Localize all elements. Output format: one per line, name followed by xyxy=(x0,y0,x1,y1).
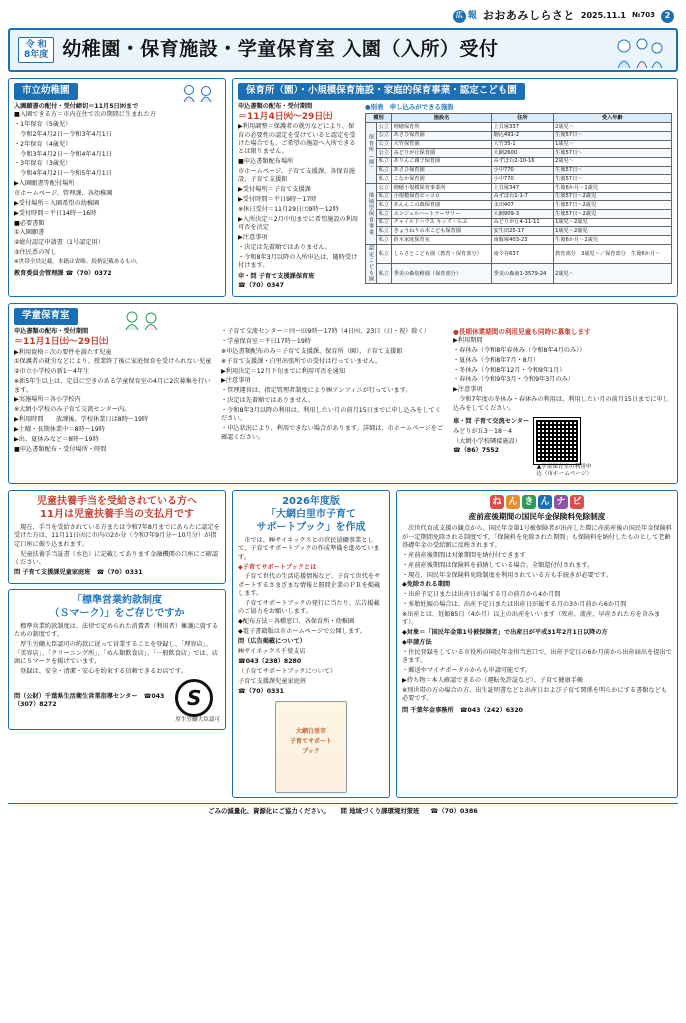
cell-type: 私立 xyxy=(376,264,392,284)
cell-type: 私立 xyxy=(376,244,392,264)
book-line2: 子育てサポート xyxy=(289,738,332,746)
footer-text: ごみの減量化、資源化にご協力ください。 xyxy=(208,807,330,816)
cell-age: 2歳児～ xyxy=(553,264,671,284)
cell-name: 増穂小規模保育事業所 xyxy=(392,183,492,192)
kg-note: 市ホームページ、管理課、各幼稚園 xyxy=(14,190,113,198)
cell-name: みどりが丘保育園 xyxy=(392,149,492,158)
sapobook-section xyxy=(232,490,390,798)
th-address: 住所 xyxy=(492,114,554,123)
table-row xyxy=(366,218,672,227)
cell-type: 公立 xyxy=(376,149,392,158)
gakudo-note: ②市立小学校の新1～4年生 xyxy=(14,368,90,376)
cell-type: 公立 xyxy=(376,131,392,140)
nenkin-body: ・産前産後期間は対象期間を納付付できます xyxy=(402,551,526,559)
smark-title xyxy=(14,594,220,620)
sapobook-body: 子育て世代の生活応援情報など、子育て世代をサポートするさまざまな情報と冊間企業のＰＲを掲載します。 xyxy=(238,573,381,598)
cell-address: 南令谷637 xyxy=(492,244,554,264)
cell-address: みどりが丘4-11-11 xyxy=(492,218,554,227)
nursery-title: 保育所（園）・小規模保育施設・家庭的保育事業・認定こども園 xyxy=(238,83,525,100)
sapobook-cover-image xyxy=(275,701,347,793)
table-row xyxy=(366,201,672,210)
nursery-note: ・決定は先着順ではありません。 xyxy=(238,243,332,251)
gakudo-note: ▶土曜・長期休業中＝8時～19時 xyxy=(14,425,105,433)
nursery-note: 市ホームページ、子育て支援課、各保育施設、子育て支援館 xyxy=(238,168,355,184)
kg-note: ▶受付時間＝平日14時～16時 xyxy=(14,209,97,217)
nenkin-title-char: ん xyxy=(538,495,552,509)
bottom-col-a xyxy=(8,490,226,798)
cell-name: 季美の森幼稚園（保育部分） xyxy=(392,264,492,284)
table-row xyxy=(366,210,672,219)
kindergarten-section xyxy=(8,78,226,297)
sapobook-body: ◆配布方法＝各種窓口、各保育所・幼稚園 xyxy=(238,618,355,626)
kg-note: ・1年保育（5歳児） xyxy=(14,121,72,129)
nenkin-body: ・産前産後期間は保険料を前納している場合、全額還付付されます。 xyxy=(402,561,594,569)
gakudo-col1 xyxy=(14,328,214,479)
cell-type: 公立 xyxy=(376,123,392,132)
kg-note: ▶入園願書等配付場所 xyxy=(14,180,75,188)
kg-note: ▶受付場所＝入園希望の幼稚園 xyxy=(14,199,100,207)
table-row xyxy=(366,227,672,236)
gakudo-col3 xyxy=(453,328,672,479)
gakudo-qr-code[interactable] xyxy=(534,418,580,464)
gakudo-note: ・管理運営は、指定管理者制度により㈱アンフィニが行っています。 xyxy=(221,387,412,395)
s-mark-icon: S xyxy=(175,679,213,717)
gakudo-note: ・子育て交流センター＝㈪～㈰9時～17時（4日㈫、23日（日・祝）除く） xyxy=(221,328,430,336)
nenkin-body: ・多胎妊娠の場合は、出産予定日または出産日が属する月の3か月前から6か月間 xyxy=(402,601,627,609)
smark-body: 標準営業約款制度は、法律で定められた消費者（利用者）擁護に資するための制度です。 xyxy=(14,623,219,639)
cell-name: きょうねりの木こども保育園 xyxy=(392,227,492,236)
kg-note: ・2年保育（4歳児） xyxy=(14,140,72,148)
cell-type: 公立 xyxy=(376,183,392,192)
sapobook-contact: ☎043（238）8280 xyxy=(238,658,302,666)
kindergarten-contact-name: 教育委員会管理課 xyxy=(14,269,64,277)
cell-type: 私立 xyxy=(376,157,392,166)
jidou-body: 児童扶養手当証書（水色）に記載してあります金融機関の口座にご確認ください。 xyxy=(14,550,219,566)
jidou-section xyxy=(8,490,226,584)
cell-age: 生後6か月～1歳児 xyxy=(553,183,671,192)
nursery-note: ■申込書類配布場所 xyxy=(238,158,294,166)
gakudo-note: ▶実施場所＝各小学校内 xyxy=(14,396,81,404)
nenkin-title-char: き xyxy=(522,495,536,509)
nursery-note: ▶受付時間＝平日9時～17時 xyxy=(238,196,317,204)
nenkin-title-char: ビ xyxy=(570,495,584,509)
publication-logo xyxy=(453,10,477,23)
table-row xyxy=(366,149,672,158)
nenkin-body: ・住民登録をしている市役所の国民年金担当窓口で、出産予定日の6か月前から出産届出を提出できます。 xyxy=(402,648,672,665)
nenkin-bullet: ▶持ち物＝本人確認できるの（運転免許証など）、子育て健康手帳 xyxy=(402,676,584,684)
nenkin-body: ◆申請方法 xyxy=(402,639,432,647)
cell-age: 生後57日～ xyxy=(553,131,671,140)
sapobook-body: 子育てサポートブックの発行に当たり、広告掲載のご協力をお願いします。 xyxy=(238,599,380,616)
book-line1: 大網白里市 xyxy=(295,728,326,736)
cell-age: 生後57日～2歳児 xyxy=(553,210,671,219)
nursery-note: ▶入所決定＝2月中旬までに希望施設の利用可否を決定 xyxy=(238,215,359,232)
sapobook-contact: 問（広告掲載について） xyxy=(238,638,306,646)
gakudo-note: ※大網小学校のみ子育て交流センター内。 xyxy=(14,406,131,414)
cell-type: 私立 xyxy=(376,166,392,175)
kindergarten-lead: 入園願書の配付・受付締切＝11月5日㈬まで xyxy=(14,102,139,110)
nursery-note: ※休日受付＝11月29日㈯9時～12時 xyxy=(238,206,339,214)
cell-age: 生後6か月～2歳児 xyxy=(553,236,671,245)
logo-circle-icon: 広 xyxy=(453,10,466,23)
gakudo-note: ※申込書類配布のみ＝子育て支援課、保育所（園）、子育て支援館 xyxy=(221,347,403,355)
kg-note: 令和4年4月2日～令和5年4月1日 xyxy=(14,170,112,178)
cell-age: 教育部分 3歳児～／保育部分 生後6か月～ xyxy=(553,244,671,264)
sapobook-body: ◆子育てサポートブックとは xyxy=(238,563,317,571)
gakudo-note: ・申込状況により、利用できない場合があります。詳細は、市ホームページをご確認ください。 xyxy=(221,425,444,441)
bottom-col-c xyxy=(396,490,678,798)
gakudo-note: ①保護者の就労などにより、授業終了後に家庭保育を受けられない児童 xyxy=(14,358,212,366)
gakudo-lead1: 申込書類の配布・受付期間 xyxy=(14,328,89,336)
kg-note: ②総付認定申請書（1号認定用） xyxy=(14,239,104,247)
gakudo-illustration-icon xyxy=(121,309,167,331)
cell-type: 私立 xyxy=(376,236,392,245)
sapobook-contact: （子育てサポートブックについて） xyxy=(238,667,337,675)
smark-caption: 厚生労働大臣認可 xyxy=(175,717,220,724)
nenkin-bullet: ※別世帯の方の場合の方、出生証明書などと出産日および子育て関係を明らかにする書類なども必要です。 xyxy=(402,686,668,703)
page-title: 幼稚園・保育施設・学童保育室 入園（入所）受付 xyxy=(62,38,499,61)
nursery-lead2: ＝11月4日㈫～29日㈯ xyxy=(238,112,333,123)
sapobook-title1: 2026年度版 xyxy=(282,495,340,507)
gakudo-note: ▶出、夏休みなど＝8時～19時 xyxy=(14,435,99,443)
nenkin-body: ◆対象＝「国民年金第1号被保険者」で出産日が平成31年2月1日以降の方 xyxy=(402,629,608,637)
nursery-note: ▶注意事項 xyxy=(238,234,268,242)
facility-table-heading: ●別表 申し込みができる施設 xyxy=(365,102,454,111)
kg-note: 令和2年4月2日～令和3年4月1日 xyxy=(14,130,112,138)
gakudo-note: 令和7年度の冬休み・春休みの利用は、利用したい月の前月15日までに申し込みをしてください。 xyxy=(453,396,669,412)
th-name: 施設名 xyxy=(392,114,492,123)
gakudo-section xyxy=(8,303,678,484)
nenkin-body: ※出産とは、妊娠85日（4か月）以上の出産をいいます（死産、流産、早産された方を含みます）。 xyxy=(402,610,661,627)
nenkin-body: ◆免除される期間 xyxy=(402,581,451,589)
cell-address: みずほ台2-10-16 xyxy=(492,157,554,166)
gakudo-lead2: ＝11月1日㈯～29日㈯ xyxy=(14,337,109,348)
table-row xyxy=(366,264,672,284)
page-footer xyxy=(8,803,678,816)
kg-note: ③住民票の写し xyxy=(14,249,57,257)
nursery-left xyxy=(238,103,360,292)
cell-address: 小中770 xyxy=(492,175,554,184)
cell-type: 私立 xyxy=(376,175,392,184)
cell-age: 生後57日～ xyxy=(553,149,671,158)
cell-name: ありんこ親子保育園 xyxy=(392,157,492,166)
smark-body: 厚生労働大臣認可の約款に従って営業することを登録し、「理容店」、「美容店」、「クリーニング所」、「めん類飲食店」、「一般飲食店」では、店頭にＳマークを掲げています。 xyxy=(14,641,219,666)
cell-address: 大網909-3 xyxy=(492,210,554,219)
publication-date: 2025.11.1 xyxy=(580,10,626,20)
gakudo-note: ※新5年生以上は、定員に空きのある学童保育室の4月に2次募集を行います。 xyxy=(14,378,211,394)
nenkin-title-char: ナ xyxy=(554,495,568,509)
nursery-note: ▶利用調整＝保護者の就労などにより、保育の必要性の認定を受けていると認定を受けた場合でも、ご希望の施設へ入所できるとは限りません。 xyxy=(238,123,356,156)
nenkin-contact: 問 千葉年金事務所 ☎043（242）6320 xyxy=(402,706,523,714)
table-group-label: 地域型保育事業 xyxy=(366,183,377,244)
nenkin-navi-title xyxy=(402,495,672,509)
cell-address: 永田407 xyxy=(492,201,554,210)
table-row xyxy=(366,140,672,149)
page-title-band xyxy=(8,28,678,72)
kg-note: ①入園願書 xyxy=(14,229,45,237)
cell-name: 大竹保育園 xyxy=(392,140,492,149)
children-illustration-icon xyxy=(612,36,666,70)
cell-address: 季美の森南1-3579-24 xyxy=(492,264,554,284)
cell-type: 私立 xyxy=(376,192,392,201)
sapobook-body: 市では、㈱サイネックスとの官民協働事業として、子育てサポートブックの作成準備を進めています。 xyxy=(238,536,380,561)
cell-address: 駒込491-2 xyxy=(492,131,554,140)
cell-age: 生後57日～2歳児 xyxy=(553,201,671,210)
gakudo-col3-title: ●長期休業期間の利用児童も同時に募集します xyxy=(453,328,591,337)
bottom-col-b xyxy=(232,490,390,798)
upper-columns xyxy=(8,78,678,297)
cell-type: 公立 xyxy=(376,140,392,149)
cell-type: 私立 xyxy=(376,210,392,219)
gakudo-contact-line: ☎（86）7552 xyxy=(453,447,499,455)
table-group-label: 保育所（園） xyxy=(366,123,377,184)
gakudo-qr-caption: ▲学童保育室の利用申込（市ホームページ） xyxy=(536,463,593,478)
table-group-label: 認定こども園 xyxy=(366,244,377,283)
gakudo-title: 学童保育室 xyxy=(14,308,78,325)
cell-address: 安生田25-17 xyxy=(492,227,554,236)
smark-contact: 問（公財）千葉県生活衛生営業指導センター ☎043（307）8272 xyxy=(14,692,165,709)
gakudo-note: ▶注意事項 xyxy=(453,386,483,394)
smark-title2: （Ｓマーク）」をご存じですか xyxy=(49,608,185,620)
sapobook-title xyxy=(238,495,384,534)
jidou-title1: 児童扶養手当を受給されている方へ xyxy=(37,495,197,507)
nursery-section xyxy=(232,78,678,297)
table-row xyxy=(366,123,672,132)
kindergarten-tel: ☎（70）0372 xyxy=(65,269,112,277)
cell-name: 鈴木家庭保育室 xyxy=(392,236,492,245)
table-row xyxy=(366,175,672,184)
nursery-tel: ☎（70）0347 xyxy=(238,282,284,290)
cell-address: みずほ台1-1-7 xyxy=(492,192,554,201)
nursery-lead1: 申込書類の配布・受付期間 xyxy=(238,102,313,110)
th-age: 受入年齢 xyxy=(553,114,671,123)
table-row xyxy=(366,244,672,264)
footer-dept: 問 地域づくり課環境対策班 xyxy=(340,807,420,816)
cell-age: 1歳児～2歳児 xyxy=(553,218,671,227)
kindergarten-illustration-icon xyxy=(179,83,219,103)
cell-type: 私立 xyxy=(376,201,392,210)
sapobook-contact: 子育て支援課児童家庭班 xyxy=(238,677,307,685)
nursery-note: ・令和8年3月以降の入所申込は、随時受け付けます。 xyxy=(238,253,358,270)
table-row xyxy=(366,166,672,175)
cell-address: 小中770 xyxy=(492,166,554,175)
cell-age: 1歳児～ xyxy=(553,140,671,149)
nenkin-body: ・現在、国民年金保険料免除制度を利用されている方も手続きが必要です。 xyxy=(402,571,612,579)
nenkin-body: 次世代育成支援の観点から、国民年金第1号被保険者が出産した際に産前産後の国民年金保険料が一定期間免除される制度です。「保険料を免除された期間」も保険料を納付したものとして老齢基礎年金の受給額に反映されます。 xyxy=(402,525,672,549)
sapobook-body: ◆電子書籍版は市ホームページで公開します。 xyxy=(238,628,366,636)
cell-address: 大網2600 xyxy=(492,149,554,158)
cell-age: 2歳児～ xyxy=(553,157,671,166)
smark-body: 登録は、安全・清潔・安心を約束する信頼できるお店です。 xyxy=(14,667,187,675)
cell-name: しらさとこども園（教育・保育部分） xyxy=(392,244,492,264)
gakudo-note: ・令和8年3月以降の利用は、利用したい月の前月15日までに申し込みをしてください。 xyxy=(221,406,441,423)
cell-address: 上貝塚347 xyxy=(492,183,554,192)
sapobook-title2: 「大網白里市子育て xyxy=(266,508,356,520)
gakudo-contact-line: 車・問 子育て交流センター xyxy=(453,417,530,425)
cell-type: 私立 xyxy=(376,218,392,227)
kg-note: 令和3年4月2日～令和4年4月1日 xyxy=(14,150,112,158)
gakudo-note: ■申込書類配布・受付場所・時間 xyxy=(14,445,107,453)
kindergarten-contact xyxy=(14,270,220,278)
table-row xyxy=(366,157,672,166)
kg-note: ■入園できる方＝市内在住で次の期間に生まれた方 xyxy=(14,111,156,119)
gakudo-col2 xyxy=(221,328,446,479)
th-type: 種別 xyxy=(366,114,392,123)
nursery-contact: 申・問 子育て支援課保育班 xyxy=(238,272,315,280)
jidou-title xyxy=(14,495,220,521)
cell-name: 小規模保育ピッコロ xyxy=(392,192,492,201)
logo-text: 報 xyxy=(467,10,477,21)
kg-note: ■必要書類 xyxy=(14,219,45,227)
kg-note: ・3年保育（3歳児） xyxy=(14,160,72,168)
table-row xyxy=(366,183,672,192)
gakudo-note: ▶利用時間 放課後、学校休業日は8時～19時 xyxy=(14,416,149,424)
nenkin-body: ・郵送やマイナポータルからも申請可能です。 xyxy=(402,667,532,675)
nenkin-body: ・出産予定日または出産日が属する月の前月から4か月間 xyxy=(402,591,561,599)
gakudo-note: ▶注意事項 xyxy=(221,377,251,385)
sapobook-contact: ☎（70）0331 xyxy=(238,687,284,695)
gakudo-note: ・決定は先着順ではありません。 xyxy=(221,397,315,405)
jidou-title2: 11月は児童扶養手当の支払月です xyxy=(40,508,194,520)
cell-age: 1歳児～2歳児 xyxy=(553,227,671,236)
gakudo-note: ・夏休み（令和8年7月・8月） xyxy=(453,356,540,364)
cell-name: あんんこの森保育園 xyxy=(392,201,492,210)
gakudo-note: ▶利用決定＝12月下旬までに利用可否を通知 xyxy=(221,367,346,375)
facility-table xyxy=(365,113,672,284)
jidou-body: 現在、手当を受給されている方または令和7年8月までにあらたに認定を受けた方は、11月11日㈫に市内の2か分（令和7年9月分～10月分）が指定口座に振り込まれます。 xyxy=(14,523,220,548)
cell-age: 生後57日～ xyxy=(553,166,671,175)
gakudo-note: ・春休み（令和8年春休み（令和8年4月のみ）） xyxy=(453,346,586,354)
cell-name: あさひ保育園 xyxy=(392,166,492,175)
issue-number: №703 xyxy=(631,11,655,20)
sapobook-title3: サポートブック」を作成 xyxy=(256,521,366,533)
nenkin-title-char: ね xyxy=(490,495,504,509)
year-badge xyxy=(18,37,54,64)
gakudo-note: ・学童保育室＝平日17時～19時 xyxy=(221,337,311,345)
cell-name: こなか保育園 xyxy=(392,175,492,184)
gakudo-contact-line: （大網小学校隣接施設） xyxy=(453,437,522,445)
nursery-note: ▶受付場所＝子育て支援課 xyxy=(238,186,311,194)
nenkin-section xyxy=(396,490,678,798)
jidou-contact: 問 子育て支援課児童家庭班 ☎（70）0331 xyxy=(14,569,143,577)
nursery-table-wrap xyxy=(365,103,672,292)
kg-note: ※世帯全員記載。本籍は省略、続柄記載あるもの。 xyxy=(14,259,142,266)
table-row xyxy=(366,236,672,245)
smark-section xyxy=(8,589,226,730)
cell-age: 生後57日～2歳児 xyxy=(553,192,671,201)
kindergarten-title: 市立幼稚園 xyxy=(14,83,78,100)
table-row xyxy=(366,192,672,201)
cell-type: 私立 xyxy=(376,227,392,236)
cell-address: 南飯塚403-23 xyxy=(492,236,554,245)
cell-name: あさひ保育園 xyxy=(392,131,492,140)
smark-title1: 「標準営業約款制度 xyxy=(72,595,162,607)
cell-name: 増穂保育所 xyxy=(392,123,492,132)
table-row xyxy=(366,131,672,140)
cell-name: エンジェルハートナーサリー xyxy=(392,210,492,219)
page-number: 2 xyxy=(661,10,674,23)
gakudo-note: ▶利用期間 xyxy=(453,336,483,344)
nenkin-subtitle: 産前産後期間の国民年金保険料免除制度 xyxy=(468,511,606,521)
sapobook-contact: ㈱サイネックス千葉支店 xyxy=(238,648,306,656)
masthead xyxy=(8,6,678,28)
book-line3: ブック xyxy=(302,748,320,756)
cell-age: 生後57日～ xyxy=(553,175,671,184)
footer-tel: ☎（70）0386 xyxy=(430,807,478,816)
gakudo-note: ※子育て支援課・白里出張所での受付は行っていません。 xyxy=(221,357,382,365)
kindergarten-notes xyxy=(14,111,220,266)
nenkin-title-char: ん xyxy=(506,495,520,509)
gakudo-contact xyxy=(453,418,529,457)
gakudo-contact-line: みどりが丘3－18－4 xyxy=(453,427,513,435)
year-badge-line1: 令 和 xyxy=(25,39,47,50)
gakudo-note: ・冬休み（令和8年12月・令和9年1月） xyxy=(453,366,566,374)
cell-address: 上貝塚337 xyxy=(492,123,554,132)
cell-address: 大竹35-1 xyxy=(492,140,554,149)
cell-age: 2歳児～ xyxy=(553,123,671,132)
facility-table-header-row xyxy=(366,114,672,123)
gakudo-note: ・春休み（令和9年3月・令和9年3月のみ） xyxy=(453,376,574,384)
cell-name: チャイルドハウス キッズ・らぶ xyxy=(392,218,492,227)
bottom-columns xyxy=(8,490,678,798)
publication-title: おおあみしらさと xyxy=(482,8,575,22)
gakudo-note: ▶利用資格＝次の要件を満たす児童 xyxy=(14,348,112,356)
year-badge-line2: 8年度 xyxy=(24,50,49,60)
